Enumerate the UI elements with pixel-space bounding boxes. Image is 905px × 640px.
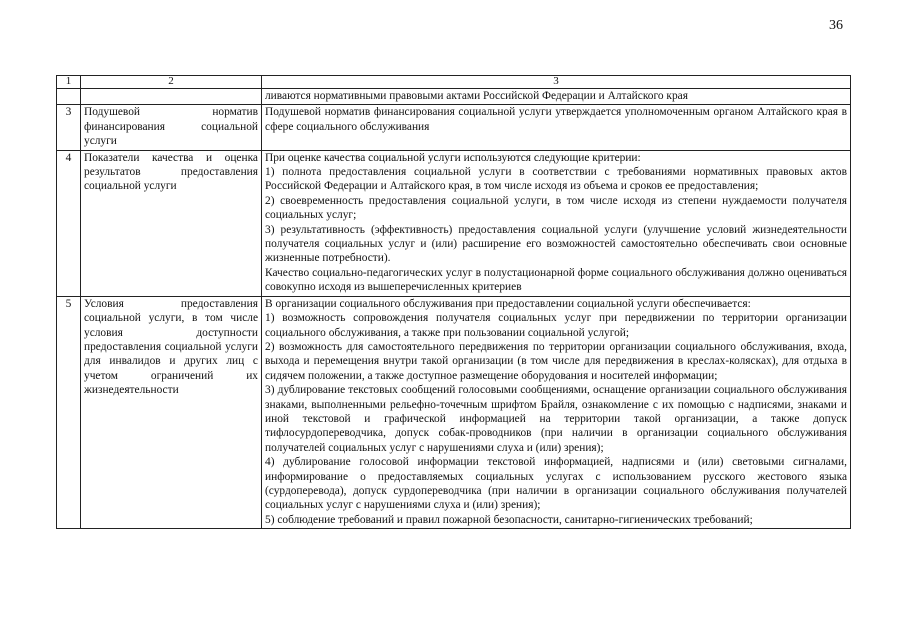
row-number: [57, 89, 81, 105]
row-name: Подушевой норматив финансирования социальной услуги: [81, 105, 262, 150]
header-col-3: 3: [262, 76, 851, 89]
content-paragraph: 2) своевременность предоставления социальной услуги, в том числе исходя из степени нуждаемости получателя социальных услуг;: [265, 194, 847, 222]
row-content: [262, 89, 851, 105]
row-name: Условия предоставления социальной услуги, в том числе условия доступности предоставления социальной услуги для инвалидов и других лиц с учетом ограничений их жизнедеятельности: [81, 296, 262, 529]
content-paragraph: 4) дублирование голосовой информации текстовой информацией, надписями и (или) световыми сигналами, информирование о предоставляемых социальных услугах с использованием русского жестового языка (сурдоперевода), допуск сурдопереводчика (при наличии в организации социального обслуживания получателей социальных услуг с нарушениями слуха и (или) зрения);: [265, 456, 847, 512]
content-paragraph: В организации социального обслуживания при предоставлении социальной услуги обеспечивается:: [265, 297, 751, 310]
row-name: Показатели качества и оценка результатов предоставления социальной услуги: [81, 150, 262, 296]
row-content: [262, 296, 851, 529]
content-paragraph: 1) полнота предоставления социальной услуги в соответствии с требованиями нормативных правовых актов Российской Федерации и Алтайского края, в том числе исходя из объема и сроков ее предоставления;: [265, 166, 847, 193]
services-table: [56, 75, 851, 529]
row-content: [262, 105, 851, 150]
table-header-row: [57, 76, 851, 89]
content-paragraph: 5) соблюдение требований и правил пожарной безопасности, санитарно-гигиенических требований;: [265, 513, 753, 526]
row-number: 3: [57, 105, 81, 150]
table-row: [57, 105, 851, 150]
content-paragraph: 3) результативность (эффективность) предоставления социальной услуги (улучшение условий жизнедеятельности получателя социальных услуг и (или) расширение его возможностей самостоятельно обеспечивать свои основные жизненные потребности).: [265, 223, 847, 265]
table-row: [57, 89, 851, 105]
table-row: [57, 296, 851, 529]
row-number: 4: [57, 150, 81, 296]
row-name: [81, 89, 262, 105]
content-paragraph: Подушевой норматив финансирования социальной услуги утверждается уполномоченным органом Алтайского края в сфере социального обслуживания: [265, 106, 847, 133]
row-content: [262, 150, 851, 296]
row-number: 5: [57, 296, 81, 529]
header-col-1: 1: [57, 76, 81, 89]
content-paragraph: 1) возможность сопровождения получателя социальных услуг при передвижении по территории организации социального обслуживания, а также при пользовании социальной услугой;: [265, 312, 847, 339]
header-col-2: 2: [81, 76, 262, 89]
content-paragraph: 3) дублирование текстовых сообщений голосовыми сообщениями, оснащение организации социального обслуживания знаками, выполненными рельефно-точечным шрифтом Брайля, ознакомление с их помощью с надписями, знаками и иной текстовой и графической информацией на территории такой организации, а также допуск тифлосурдопереводчика, допуск собак-проводников (при наличии в организации социального обслуживания получателей социальных услуг с нарушениями слуха и (или) зрения);: [265, 384, 847, 454]
content-paragraph: При оценке качества социальной услуги используются следующие критерии:: [265, 151, 641, 164]
table-row: [57, 150, 851, 296]
content-paragraph: ливаются нормативными правовыми актами Российской Федерации и Алтайского края: [265, 90, 688, 102]
page-number: 36: [829, 18, 843, 33]
content-paragraph: 2) возможность для самостоятельного передвижения по территории организации социального обслуживания, входа, выхода и перемещения внутри такой организации (в том числе для передвижения в креслах-колясках), для отдыха в сидячем положении, а также доступное размещение оборудования и носителей информации;: [265, 340, 847, 382]
content-paragraph: Качество социально-педагогических услуг в полустационарной форме социального обслуживания должно оцениваться совокупно исходя из вышеперечисленных критериев: [265, 266, 847, 294]
